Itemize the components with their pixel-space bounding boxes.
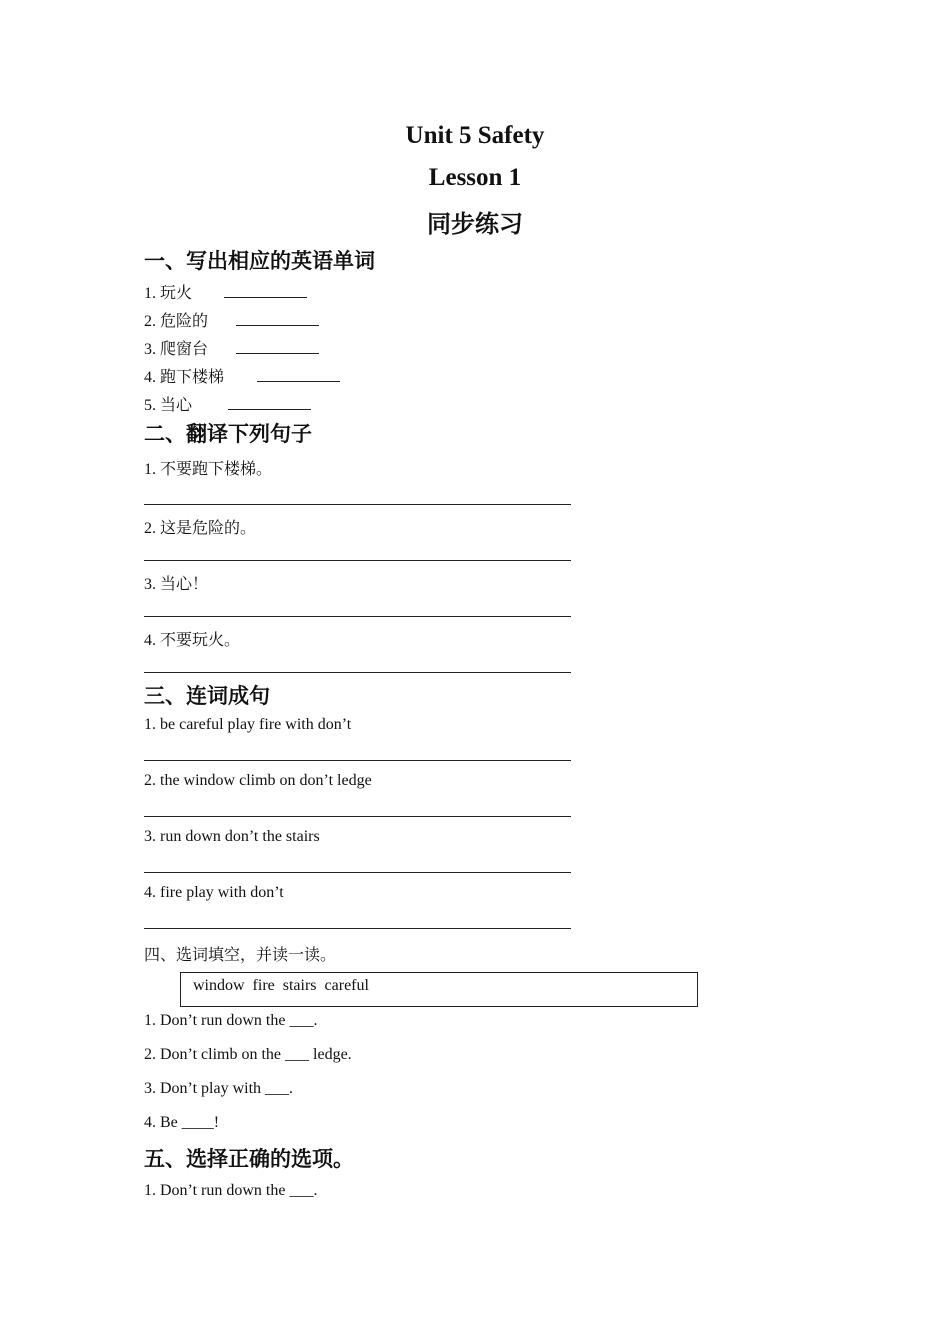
section3-title: 三、连词成句 — [144, 684, 270, 708]
page-subtitle: 同步练习 — [427, 210, 523, 238]
section1-item-1: 1. 玩火 — [144, 285, 193, 302]
section2-title: 二、翻译下列句子 — [144, 422, 312, 446]
answer-blank-2[interactable] — [236, 325, 319, 326]
section1-item-4: 4. 跑下楼梯 — [144, 369, 225, 386]
answer-line[interactable] — [144, 672, 571, 673]
section4-title: 四、选词填空，并读一读。 — [144, 947, 337, 964]
section4-item-4: 4. Be ____! — [144, 1114, 220, 1131]
section4-item-3: 3. Don’t play with ___. — [144, 1080, 294, 1097]
answer-blank-5[interactable] — [228, 409, 311, 410]
unit-title: Unit 5 Safety — [405, 122, 545, 149]
section2-item-4: 4. 不要玩火。 — [144, 632, 241, 649]
word-bank-text: window fire stairs careful — [193, 977, 369, 994]
section4-item-2: 2. Don’t climb on the ___ ledge. — [144, 1046, 352, 1063]
answer-line[interactable] — [144, 504, 571, 505]
section1-item-5: 5. 当心 — [144, 397, 193, 414]
word-bank-box — [180, 972, 698, 1007]
answer-line[interactable] — [144, 872, 571, 873]
section1-item-3: 3. 爬窗台 — [144, 341, 209, 358]
lesson-title: Lesson 1 — [428, 164, 522, 191]
answer-line[interactable] — [144, 616, 571, 617]
section2-item-1: 1. 不要跑下楼梯。 — [144, 461, 273, 478]
answer-blank-1[interactable] — [224, 297, 307, 298]
section3-item-3: 3. run down don’t the stairs — [144, 828, 320, 845]
answer-blank-3[interactable] — [236, 353, 319, 354]
answer-line[interactable] — [144, 760, 571, 761]
section1-title: 一、写出相应的英语单词 — [144, 249, 375, 273]
section3-item-1: 1. be careful play fire with don’t — [144, 716, 352, 733]
section4-item-1: 1. Don’t run down the ___. — [144, 1012, 318, 1029]
answer-blank-4[interactable] — [257, 381, 340, 382]
answer-line[interactable] — [144, 560, 571, 561]
section3-item-4: 4. fire play with don’t — [144, 884, 284, 901]
section3-item-2: 2. the window climb on don’t ledge — [144, 772, 372, 789]
section1-item-2: 2. 危险的 — [144, 313, 209, 330]
section5-title: 五、选择正确的选项。 — [144, 1147, 354, 1171]
section5-item-1: 1. Don’t run down the ___. — [144, 1182, 318, 1199]
section2-item-3: 3. 当心！ — [144, 576, 209, 593]
answer-line[interactable] — [144, 928, 571, 929]
answer-line[interactable] — [144, 816, 571, 817]
section2-item-2: 2. 这是危险的。 — [144, 520, 257, 537]
